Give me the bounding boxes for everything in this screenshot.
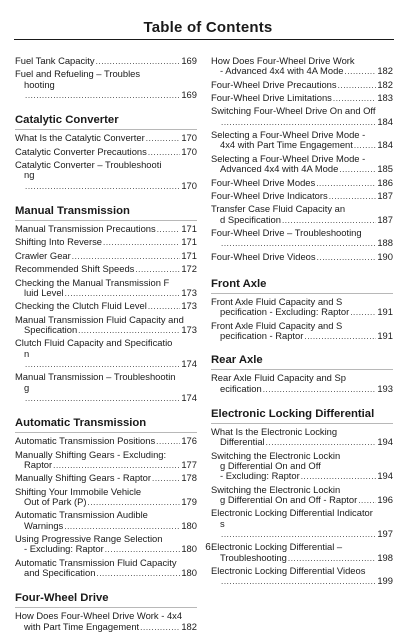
toc-entry-title-part: Selecting a Four-Wheel Drive Mode - — [211, 153, 366, 164]
toc-entry-title-part: Fuel Tank Capacity — [15, 56, 95, 66]
toc-entry[interactable] — [211, 451, 393, 483]
toc-entry-title-part: luid Level — [24, 286, 64, 298]
dot-leader — [345, 67, 377, 77]
toc-entry-title-part: Rear Axle Fluid Capacity and Sp — [211, 373, 346, 384]
toc-entry-page: 169 — [181, 88, 197, 100]
toc-entry-page: 196 — [377, 493, 393, 505]
toc-entry[interactable] — [15, 558, 197, 580]
toc-entry-title-part: Four-Wheel Drive Videos — [211, 251, 316, 262]
toc-entry-page: 180 — [181, 519, 197, 531]
dot-leader — [282, 216, 376, 226]
toc-entry-title-part: Recommended Shift Speeds — [15, 264, 135, 275]
toc-entry[interactable] — [15, 473, 197, 484]
toc-entry-title-part: How Does Four-Wheel Drive Work — [211, 56, 355, 66]
toc-entry-page: 198 — [377, 551, 393, 563]
dot-leader — [350, 308, 376, 318]
toc-entry-page: 177 — [181, 458, 197, 470]
toc-entry-page: 191 — [377, 329, 393, 341]
toc-entry[interactable] — [15, 450, 197, 472]
toc-entry-page: 169 — [181, 56, 197, 66]
dot-leader — [25, 360, 180, 370]
toc-entry[interactable] — [15, 338, 197, 370]
page-title: Table of Contents — [143, 19, 273, 36]
dot-leader — [221, 577, 376, 587]
toc-entry-page: 170 — [181, 146, 197, 157]
toc-entry-page: 193 — [377, 382, 393, 394]
toc-entry[interactable] — [211, 178, 393, 189]
toc-entry-page: 184 — [377, 115, 393, 127]
toc-entry-title-part: Catalytic Converter – Troubleshooti — [15, 160, 162, 171]
toc-entry[interactable] — [15, 56, 197, 67]
section-heading: Catalytic Converter — [15, 113, 197, 130]
toc-entry-page: 173 — [181, 286, 197, 298]
toc-entry-title-part: Electronic Locking Differential Indicator — [211, 508, 373, 519]
section-heading: Electronic Locking Differential — [211, 407, 393, 424]
dot-leader — [148, 148, 181, 158]
toc-entry[interactable] — [211, 297, 393, 319]
toc-entry[interactable] — [15, 315, 197, 337]
toc-entry-page: 171 — [181, 250, 197, 261]
toc-entry[interactable] — [15, 436, 197, 447]
toc-entry[interactable] — [15, 487, 197, 509]
toc-entry-title-part: Using Progressive Range Selection — [15, 534, 163, 544]
toc-entry[interactable] — [211, 508, 393, 540]
toc-entry-page: 182 — [377, 65, 393, 77]
dot-leader — [64, 522, 180, 532]
toc-entry-page: 173 — [181, 323, 197, 335]
dot-leader — [354, 141, 376, 151]
toc-entry[interactable] — [211, 154, 393, 176]
toc-entry-title-part: ecification — [220, 382, 262, 394]
toc-entry-title-part: Specification — [24, 323, 78, 335]
page-number: 6 — [205, 542, 211, 553]
toc-entry-title-part: Shifting Into Reverse — [15, 237, 103, 248]
toc-entry-title-part: Differential — [220, 436, 265, 448]
toc-entry-title-part: Electronic Locking Differential Videos — [211, 565, 366, 576]
toc-entry[interactable] — [15, 251, 197, 262]
toc-entry[interactable] — [211, 427, 393, 449]
toc-entry[interactable] — [15, 237, 197, 248]
toc-entry-page: 197 — [377, 527, 393, 539]
dot-leader — [339, 165, 376, 175]
toc-entry-page: 170 — [181, 133, 197, 144]
toc-entry-title-part: Checking the Manual Transmission F — [15, 277, 170, 288]
toc-entry-page: 171 — [181, 223, 197, 234]
toc-entry-title-part: d Specification — [220, 213, 281, 225]
toc-entry-title-part: Four-Wheel Drive – Troubleshooting — [211, 228, 362, 238]
toc-entry-title-part: Selecting a Four-Wheel Drive Mode - — [211, 130, 366, 141]
toc-entry-title-part: - Advanced 4x4 with 4A Mode — [220, 65, 344, 77]
toc-entry[interactable] — [211, 204, 393, 226]
toc-entry[interactable] — [211, 485, 393, 507]
toc-entry-page: 183 — [377, 93, 393, 104]
toc-entry-title-part: Switching Four-Wheel Drive On and Off — [211, 106, 376, 117]
section-heading: Automatic Transmission — [15, 416, 197, 433]
toc-entry-title-part: Manual Transmission Precautions — [15, 223, 156, 234]
toc-entry-page: 186 — [377, 177, 393, 188]
toc-entry-title-part: Manually Shifting Gears - Excluding: — [15, 449, 167, 460]
toc-entry-title-part: Manual Transmission Fluid Capacity and — [15, 314, 184, 325]
toc-entry-title-part: pecification - Raptor — [220, 329, 304, 341]
toc-entry[interactable] — [211, 321, 393, 343]
toc-entry-page: 170 — [181, 179, 197, 191]
toc-entry-title-part: Advanced 4x4 with 4A Mode — [220, 163, 339, 175]
toc-entry-title-part: Automatic Transmission Audible — [15, 510, 148, 521]
toc-entry-title-part: pecification - Excluding: Raptor — [220, 306, 350, 318]
toc-entry[interactable] — [211, 373, 393, 395]
dot-leader — [333, 94, 376, 104]
toc-entry-title-part: Front Axle Fluid Capacity and S — [211, 296, 343, 307]
dot-leader — [53, 461, 180, 471]
toc-entry-title-part: Shifting Your Immobile Vehicle — [15, 486, 142, 497]
dot-leader — [146, 134, 181, 144]
dot-leader — [148, 302, 181, 312]
dot-leader — [103, 238, 180, 248]
dot-leader — [88, 498, 181, 508]
toc-entry-title-part: What Is the Electronic Locking — [211, 426, 338, 437]
toc-entry[interactable] — [15, 224, 197, 235]
toc-entry-title-part: with Part Time Engagement — [24, 620, 140, 632]
toc-entry-title-part: Manual Transmission – Troubleshootin — [15, 372, 176, 383]
toc-entry[interactable] — [15, 611, 197, 633]
toc-entry-title-part: Catalytic Converter Precautions — [15, 146, 147, 157]
toc-entry-title-part: Crawler Gear — [15, 250, 71, 261]
dot-leader — [140, 623, 180, 633]
toc-entry-title-part: Checking the Clutch Fluid Level — [15, 301, 147, 312]
dot-leader — [25, 182, 180, 192]
section-heading: Rear Axle — [211, 353, 393, 370]
toc-entry-page: 184 — [377, 139, 393, 151]
toc-entry-page: 187 — [377, 190, 393, 201]
toc-entry-title-part: hooting — [24, 78, 55, 90]
toc-entry[interactable] — [211, 566, 393, 588]
toc-entry-page: 180 — [181, 566, 197, 578]
dot-leader — [72, 252, 181, 262]
toc-entry-page: 182 — [377, 79, 393, 90]
toc-entry-title-part: What Is the Catalytic Converter — [15, 133, 145, 144]
dot-leader — [304, 332, 376, 342]
title-rule — [14, 39, 394, 40]
dot-leader — [135, 265, 180, 275]
toc-entry[interactable] — [15, 133, 197, 144]
toc-entry-page: 176 — [181, 436, 197, 447]
toc-entry-title-part: Front Axle Fluid Capacity and S — [211, 320, 343, 331]
toc-entry-title-part: ng — [24, 169, 35, 181]
dot-leader — [301, 472, 377, 482]
dot-leader — [358, 496, 376, 506]
toc-entry-page: 173 — [181, 301, 197, 312]
section-heading: Front Axle — [211, 277, 393, 294]
toc-entry-page: 191 — [377, 306, 393, 318]
dot-leader — [263, 385, 377, 395]
toc-entry-title-part: Four-Wheel Drive Indicators — [211, 190, 328, 201]
toc-entry[interactable] — [211, 93, 393, 104]
toc-entry-title-part: Fuel and Refueling – Troubles — [15, 69, 141, 80]
toc-entry-title-part: s — [220, 517, 225, 529]
dot-leader — [25, 91, 180, 101]
toc-entry-page: 174 — [181, 391, 197, 403]
dot-leader — [96, 57, 181, 67]
toc-entry-page: 194 — [377, 470, 393, 482]
toc-entry[interactable] — [15, 301, 197, 312]
toc-entry-title-part: Electronic Locking Differential – — [211, 542, 343, 553]
toc-entry-title-part: n — [24, 347, 30, 359]
toc-entry-page: 171 — [181, 237, 197, 248]
toc-entry-title-part: Four-Wheel Drive Limitations — [211, 93, 332, 104]
toc-entry[interactable] — [15, 160, 197, 192]
toc-column-right — [211, 56, 393, 590]
toc-entry-page: 174 — [181, 357, 197, 369]
toc-entry-title-part: g — [24, 381, 30, 393]
toc-entry[interactable] — [15, 147, 197, 158]
toc-entry-page: 194 — [377, 436, 393, 448]
toc-entry[interactable] — [211, 56, 393, 78]
dot-leader — [156, 437, 180, 447]
toc-entry-title-part: Clutch Fluid Capacity and Specificatio — [15, 338, 173, 349]
toc-entry-title-part: and Specification — [24, 566, 96, 578]
toc-entry-title-part: - Excluding: Raptor — [24, 543, 104, 555]
toc-entry-title-part: How Does Four-Wheel Drive Work - 4x4 — [15, 611, 183, 622]
toc-entry-title-part: Transfer Case Fluid Capacity an — [211, 204, 346, 215]
toc-entry[interactable] — [211, 228, 393, 250]
toc-entry-page: 182 — [181, 620, 197, 632]
toc-entry[interactable] — [15, 278, 197, 300]
toc-entry-title-part: Switching the Electronic Lockin — [211, 484, 341, 495]
toc-entry-title-part: Switching the Electronic Lockin — [211, 450, 341, 461]
toc-entry-title-part: - Excluding: Raptor — [220, 470, 300, 482]
toc-entry-title-part: Raptor — [24, 458, 53, 470]
dot-leader — [157, 225, 181, 235]
toc-entry-page: 188 — [377, 237, 393, 249]
toc-entry-page: 178 — [181, 473, 197, 484]
dot-leader — [221, 530, 376, 540]
toc-entry[interactable] — [15, 264, 197, 275]
toc-entry-page: 185 — [377, 163, 393, 175]
dot-leader — [221, 118, 376, 128]
toc-entry[interactable] — [15, 372, 197, 404]
toc-entry-title-part: Four-Wheel Drive Precautions — [211, 79, 337, 90]
toc-entry-page: 187 — [377, 213, 393, 225]
toc-entry-title-part: Automatic Transmission Positions — [15, 436, 156, 447]
toc-entry-title-part: 4x4 with Part Time Engagement — [220, 139, 353, 151]
dot-leader — [288, 554, 376, 564]
toc-entry-title-part: Out of Park (P) — [24, 495, 87, 507]
toc-entry-page: 179 — [181, 495, 197, 507]
dot-leader — [221, 239, 376, 249]
dot-leader — [152, 474, 180, 484]
dot-leader — [338, 81, 377, 91]
toc-entry-title-part: g Differential On and Off — [220, 459, 321, 471]
toc-entry[interactable] — [211, 252, 393, 263]
dot-leader — [317, 253, 377, 263]
toc-entry-page: 180 — [181, 543, 197, 555]
dot-leader — [65, 289, 181, 299]
toc-entry-title-part: Warnings — [24, 519, 64, 531]
toc-entry-title-part: Four-Wheel Drive Modes — [211, 177, 316, 188]
toc-entry-title-part: Troubleshooting — [220, 551, 287, 563]
toc-entry-title-part: Automatic Transmission Fluid Capacity — [15, 557, 177, 568]
toc-entry[interactable] — [211, 130, 393, 152]
section-heading: Four-Wheel Drive — [15, 591, 197, 608]
toc-entry-page: 190 — [377, 251, 393, 262]
toc-entry[interactable] — [211, 106, 393, 128]
toc-entry-title-part: Manually Shifting Gears - Raptor — [15, 473, 151, 484]
dot-leader — [329, 192, 377, 202]
dot-leader — [78, 326, 180, 336]
dot-leader — [25, 394, 180, 404]
toc-entry-page: 199 — [377, 575, 393, 587]
toc-entry[interactable] — [211, 80, 393, 91]
section-heading: Manual Transmission — [15, 204, 197, 221]
toc-entry[interactable] — [15, 510, 197, 532]
toc-entry-page: 172 — [181, 264, 197, 275]
toc-entry[interactable] — [15, 69, 197, 101]
dot-leader — [316, 179, 376, 189]
dot-leader — [266, 438, 377, 448]
toc-entry-title-part: g Differential On and Off - Raptor — [220, 493, 358, 505]
toc-entry[interactable] — [211, 191, 393, 202]
